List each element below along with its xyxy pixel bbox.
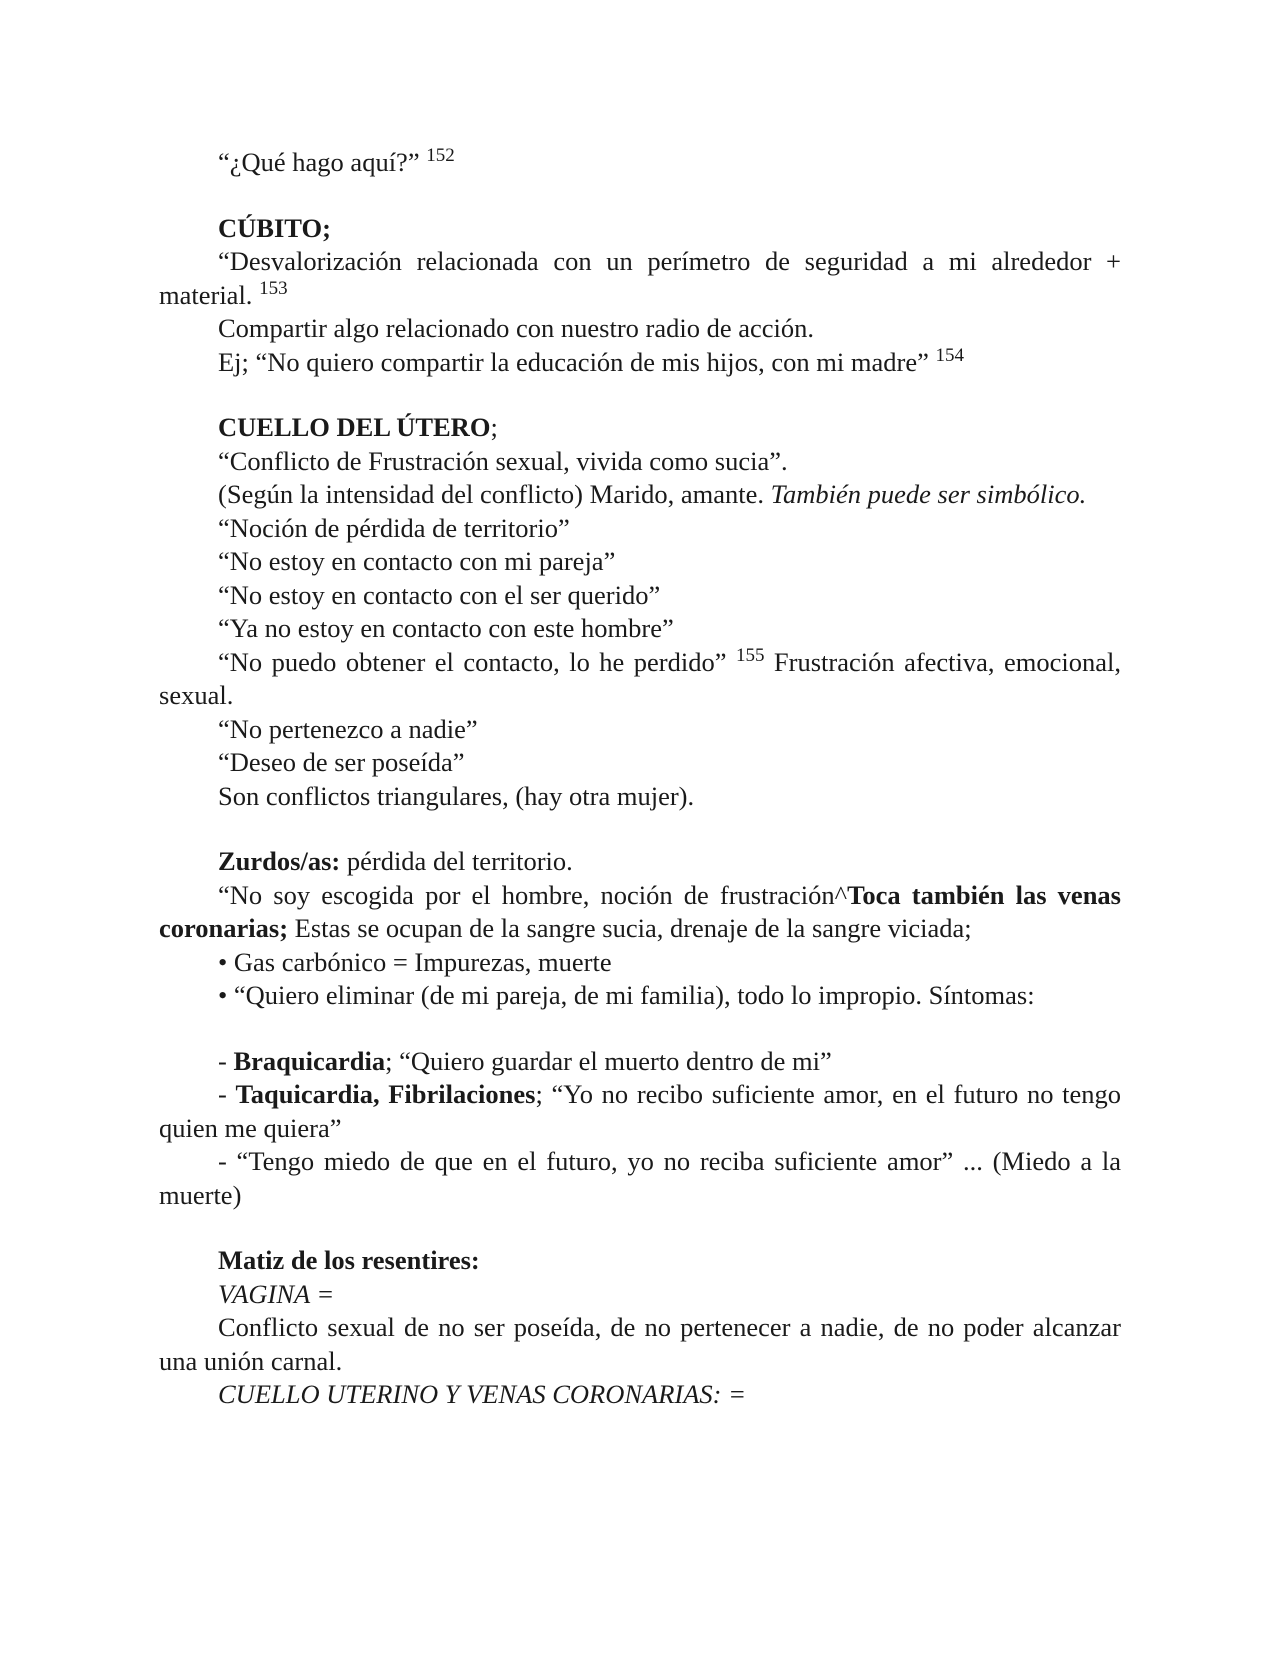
cuello-venas-label: CUELLO UTERINO Y VENAS CORONARIAS: = — [218, 1379, 747, 1409]
cuello-quote-territory: “Noción de pérdida de territorio” — [218, 512, 570, 543]
footnote-ref-155: 155 — [735, 644, 765, 666]
cuello-intensity: (Según la intensidad del conflicto) Marido, amante. También puede ser simbólico. — [218, 479, 1087, 509]
symptom-miedo: - “Tengo miedo de que en el futuro, yo no reciba suficiente amor” ... (Miedo a la muerte) — [159, 1146, 1121, 1210]
cuello-triangular: Son conflictos triangulares, (hay otra mujer). — [218, 780, 695, 811]
bullet-gas: • Gas carbónico = Impurezas, muerte — [218, 946, 612, 977]
bullet-eliminar: • “Quiero eliminar (de mi pareja, de mi familia), todo lo impropio. Síntomas: — [218, 980, 1035, 1010]
footnote-ref-152: 152 — [426, 145, 455, 166]
spacer — [159, 813, 1121, 845]
heading-cubito: CÚBITO; — [218, 212, 331, 243]
spacer — [159, 180, 1121, 212]
cuello-quote-loved-one: “No estoy en contacto con el ser querido” — [218, 579, 661, 610]
cuello-quote-desire: “Deseo de ser poseída” — [218, 747, 465, 777]
cuello-conflict: “Conflicto de Frustración sexual, vivida como sucia”. — [218, 445, 788, 476]
cuello-quote-lost-contact: “No puedo obtener el contacto, lo he perdido” $^{155}$ Frustración afectiva, emocional, sexual. — [159, 644, 1122, 710]
cubito-quote: “Desvalorización relacionada con un perímetro de seguridad a mi alrededor + material. $^{153}$ — [159, 246, 1121, 310]
cuello-quote-partner: “No estoy en contacto con mi pareja” — [218, 546, 616, 576]
symptom-braquicardia: - Braquicardia; “Quiero guardar el muerto dentro de mi” — [218, 1045, 832, 1076]
cubito-example: Ej; “No quiero compartir la educación de mis hijos, con mi madre” $^{154}$ — [218, 344, 964, 377]
cuello-quote-belong: “No pertenezco a nadie” — [218, 713, 478, 744]
symptom-taquicardia: - Taquicardia, Fibrilaciones; “Yo no recibo suficiente amor, en el futuro no tengo quien me quiera” — [159, 1079, 1122, 1143]
quote-que-hago-aqui: “¿Qué hago aquí?” $^{152}$ — [218, 145, 455, 177]
spacer — [159, 379, 1121, 411]
spacer — [159, 1212, 1121, 1244]
heading-cuello-del-utero: CUELLO DEL ÚTERO; — [218, 412, 498, 442]
zurdos-heading: Zurdos/as: pérdida del territorio. — [218, 846, 573, 876]
heading-matiz: Matiz de los resentires: — [218, 1245, 480, 1275]
document-page — [159, 146, 1121, 1412]
spacer — [159, 1013, 1121, 1045]
footnote-ref-153: 153 — [259, 277, 288, 299]
cubito-share: Compartir algo relacionado con nuestro radio de acción. — [218, 313, 815, 343]
vagina-label: VAGINA = — [218, 1278, 335, 1309]
vagina-conflict: Conflicto sexual de no ser poseída, de no pertenecer a nadie, de no poder alcanzar una unión carnal. — [159, 1312, 1121, 1376]
zurdos-quote: “No soy escogida por el hombre, noción de frustración^Toca también las venas coronarias; Estas se ocupan de la sangre sucia, drenaje de la sangre viciada; — [159, 879, 1121, 943]
footnote-ref-154: 154 — [935, 344, 964, 366]
cuello-quote-man: “Ya no estoy en contacto con este hombre” — [218, 613, 674, 643]
